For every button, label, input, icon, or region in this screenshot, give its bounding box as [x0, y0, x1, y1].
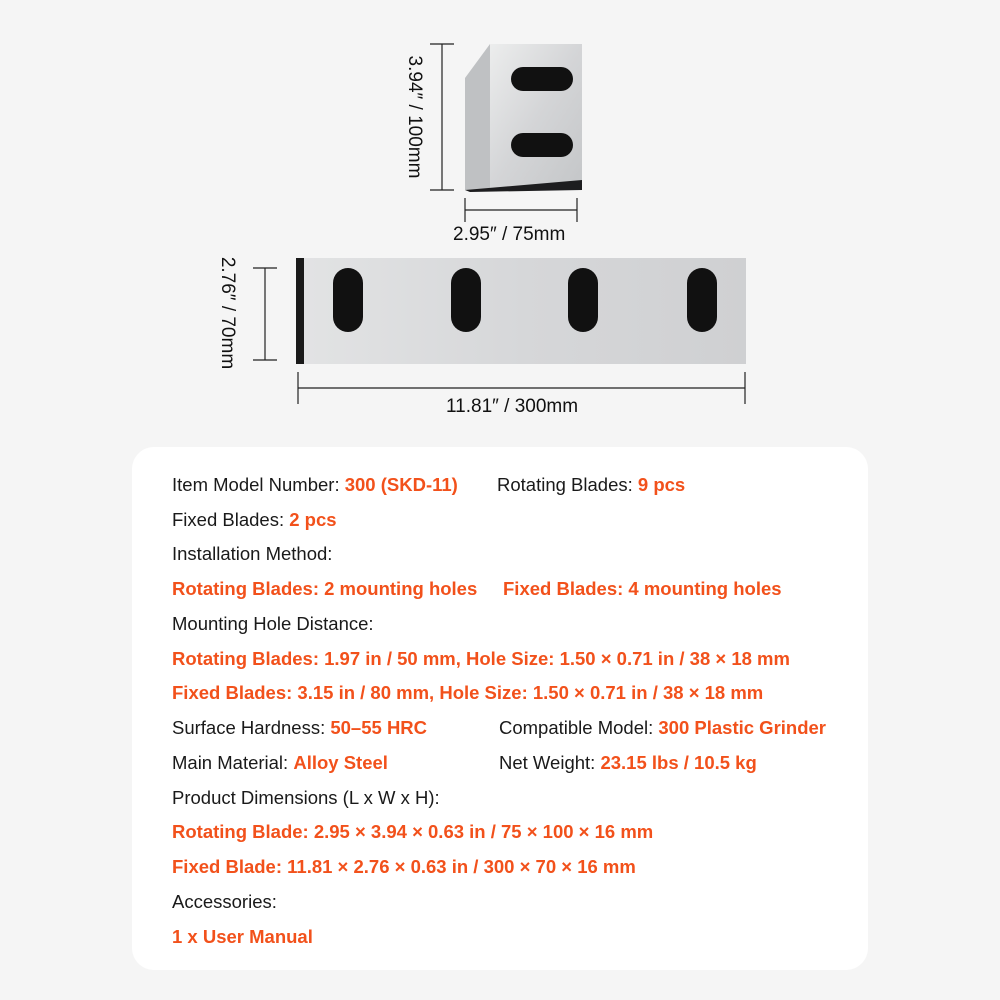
rotating-blade-hole — [511, 133, 573, 157]
spec-accessories-value: 1 x User Manual — [172, 926, 313, 947]
fixed-blade-edge — [296, 258, 304, 364]
fixed-blade-hole — [451, 268, 481, 332]
spec-weight-row — [499, 751, 757, 775]
spec-hole-rotating: Rotating Blades: 1.97 in / 50 mm, Hole Size: 1.50 × 0.71 in / 38 × 18 mm — [172, 648, 790, 669]
spec-dimensions-rotating: Rotating Blade: 2.95 × 3.94 × 0.63 in / 75 × 100 × 16 mm — [172, 821, 654, 842]
spec-hole-distance-label: Mounting Hole Distance: — [172, 613, 374, 634]
fixed-height-dimension — [253, 268, 277, 360]
spec-model-value: 300 (SKD-11) — [344, 474, 458, 495]
spec-install-rotating: Rotating Blades: 2 mounting holes — [172, 578, 478, 599]
rotating-height-dimension — [430, 44, 454, 190]
spec-install-fixed: Fixed Blades: 4 mounting holes — [503, 578, 782, 599]
fixed-height-label: 2.76″ / 70mm — [217, 256, 238, 370]
rotating-blade-image — [465, 44, 582, 192]
spec-fixed-count-label: Fixed Blades: — [172, 509, 290, 530]
spec-weight-label: Net Weight: — [499, 752, 601, 773]
spec-fixed-count-row — [172, 508, 337, 532]
rotating-width-label: 2.95″ / 75mm — [453, 224, 566, 245]
spec-weight-value: 23.15 lbs / 10.5 kg — [600, 752, 757, 773]
spec-compatible-value: 300 Plastic Grinder — [658, 717, 827, 738]
spec-material-value: Alloy Steel — [293, 752, 388, 773]
spec-install-label: Installation Method: — [172, 543, 333, 564]
spec-compatible-row — [499, 716, 826, 740]
spec-accessories-label: Accessories: — [172, 891, 277, 912]
spec-rotating-count-label: Rotating Blades: — [497, 474, 638, 495]
fixed-blade-hole — [687, 268, 717, 332]
spec-hardness-row — [172, 716, 427, 740]
rotating-blade-hole — [511, 67, 573, 91]
spec-dimensions-fixed: Fixed Blade: 11.81 × 2.76 × 0.63 in / 300 × 70 × 16 mm — [172, 856, 636, 877]
spec-hardness-value: 50–55 HRC — [330, 717, 428, 738]
spec-compatible-label: Compatible Model: — [499, 717, 659, 738]
fixed-blade-hole — [568, 268, 598, 332]
blade-dimension-diagram — [0, 0, 1000, 440]
spec-material-label: Main Material: — [172, 752, 294, 773]
spec-hardness-label: Surface Hardness: — [172, 717, 331, 738]
fixed-blade-hole — [333, 268, 363, 332]
rotating-blade-side — [465, 44, 490, 190]
rotating-height-label: 3.94″ / 100mm — [404, 55, 425, 179]
spec-dimensions-label: Product Dimensions (L x W x H): — [172, 787, 440, 808]
spec-model-row — [172, 473, 458, 497]
rotating-width-dimension — [465, 198, 577, 222]
spec-material-row — [172, 751, 388, 775]
fixed-length-label: 11.81″ / 300mm — [446, 396, 579, 417]
spec-fixed-count-value: 2 pcs — [289, 509, 337, 530]
rotating-blade-face — [490, 44, 582, 190]
spec-model-label: Item Model Number: — [172, 474, 345, 495]
spec-hole-fixed: Fixed Blades: 3.15 in / 80 mm, Hole Size: 1.50 × 0.71 in / 38 × 18 mm — [172, 682, 764, 703]
spec-rotating-count-value: 9 pcs — [637, 474, 686, 495]
fixed-blade-image — [296, 258, 746, 364]
fixed-blade-face — [302, 258, 746, 364]
spec-rotating-count-row — [497, 473, 685, 497]
